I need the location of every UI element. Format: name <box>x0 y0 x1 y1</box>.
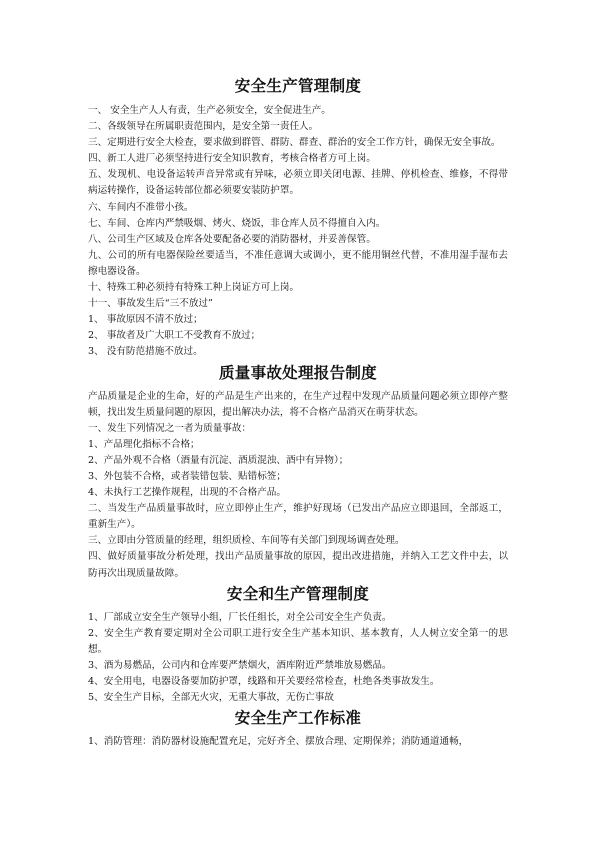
paragraph: 五、发现机、电设备运转声音异常或有异味，必须立即关闭电源、挂牌、停机检查、维修，不得带病运转操作，设备运转部位都必须要安装防护罩。 <box>88 169 508 197</box>
paragraph: 3、外包装不合格，或者装错包装、贴错标签； <box>88 470 286 482</box>
paragraph: 2、安全生产教育要定期对全公司职工进行安全生产基本知识、基本教育，人人树立安全第一的思想。 <box>88 627 508 655</box>
paragraph: 十一、事故发生后“三不放过” <box>88 298 213 310</box>
paragraph: 二、各级领导在所属职责范围内，是安全第一责任人。 <box>88 121 319 133</box>
paragraph: 六、车间内不准带小孩。 <box>88 201 194 213</box>
paragraph: 四、做好质量事故分析处理，找出产品质量事故的原因，提出改进措施，并纳入工艺文件中去，以防再次出现质量故障。 <box>88 551 508 579</box>
paragraph: 1、消防管理：消防器材设施配置充足，完好齐全、摆放合理、定期保养；消防通道通畅， <box>88 736 469 748</box>
paragraph: 一、 安全生产人人有责，生产必须安全，安全促进生产。 <box>88 105 331 116</box>
paragraph: 3、酒为易燃品，公司内和仓库要严禁烟火，酒库附近严禁堆放易燃品。 <box>88 659 392 671</box>
paragraph: 4、安全用电，电器设备要加防护罩，线路和开关要经常检查，杜绝各类事故发生。 <box>88 676 440 687</box>
paragraph: 十、特殊工种必须持有特殊工种上岗证方可上岗。 <box>88 282 300 294</box>
paragraph: 九、公司的所有电器保险丝要适当，不准任意调大或调小，更不能用铜丝代替，不准用湿手湿布去擦电器设备。 <box>88 249 508 277</box>
paragraph: 2、产品外观不合格（酒量有沉淀、酒质混浊、酒中有异物）； <box>88 454 349 466</box>
paragraph: 三、定期进行安全大检查，要求做到群管、群防、群查、群治的安全工作方针，确保无安全事故。 <box>88 137 501 149</box>
section-title-quality-incident: 质量事故处理报告制度 <box>218 362 377 382</box>
paragraph: 八、公司生产区域及仓库各处要配备必要的消防器材，并妥善保管。 <box>88 233 376 245</box>
paragraph: 三、立即由分管质量的经理，组织质检、车间等有关部门到现场调查处理。 <box>88 535 405 547</box>
paragraph: 5、安全生产目标，全部无火灾，无重大事故，无伤亡事故 <box>88 692 334 704</box>
paragraph: 一、发生下列情况之一者为质量事故： <box>88 422 252 434</box>
section-title-safety-and-production: 安全和生产管理制度 <box>226 583 370 603</box>
paragraph: 二、当发生产品质量事故时，应立即停止生产，维护好现场（已发出产品应立即退回，全部返工，重新生产）。 <box>88 503 508 531</box>
paragraph: 4、未执行工艺操作规程，出现的不合格产品。 <box>88 487 286 499</box>
section-title-safety-production: 安全生产管理制度 <box>234 76 362 95</box>
paragraph: 产品质量是企业的生命，好的产品是生产出来的，在生产过程中发现产品质量问题必须立即停产整顿，找出发生质量问题的原因，提出解决办法，将不合格产品消灭在萌芽状态。 <box>88 390 508 418</box>
document-body <box>88 76 508 750</box>
section-title-safety-work-standard: 安全生产工作标准 <box>234 708 362 728</box>
paragraph: 3、 没有防范措施不放过。 <box>88 346 203 358</box>
paragraph: 2、 事故者及广大职工不受教育不放过； <box>88 330 261 342</box>
paragraph: 七、车间、仓库内严禁吸烟、烤火、烧饭，非仓库人员不得擅自入内。 <box>88 217 386 229</box>
paragraph: 1、 事故原因不清不放过； <box>88 314 203 326</box>
paragraph: 1、厂部成立安全生产领导小组，厂长任组长，对全公司安全生产负责。 <box>88 611 392 623</box>
paragraph: 1、产品理化指标不合格； <box>88 438 200 450</box>
paragraph: 四、新工人进厂必须坚持进行安全知识教育，考核合格者方可上岗。 <box>88 153 376 165</box>
